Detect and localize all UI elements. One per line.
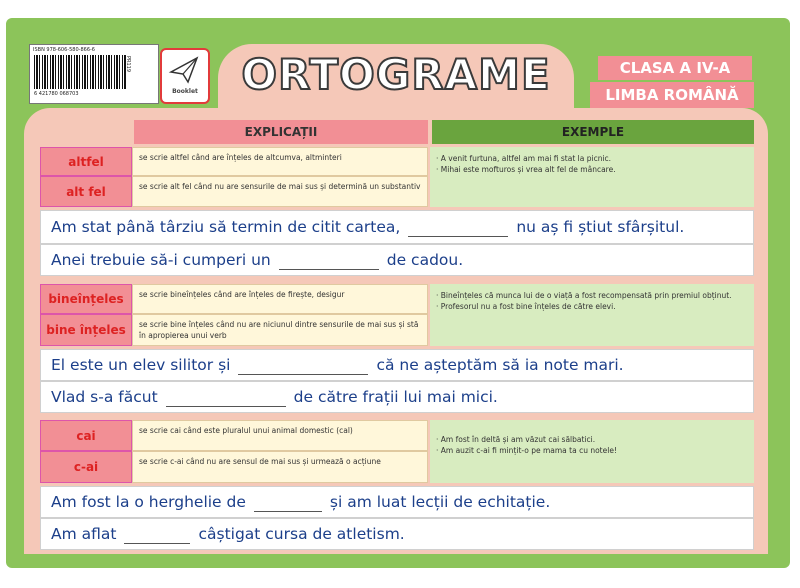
sentence-text: Am stat până târziu să termin de citit cartea, [51, 218, 401, 236]
sentence-text: Anei trebuie să-i cumperi un [51, 251, 271, 269]
product-code: PR119 [125, 56, 131, 73]
column-header-examples: EXEMPLE [432, 120, 754, 144]
sentence-text: Am aflat [51, 525, 117, 543]
paper-plane-icon [168, 54, 200, 86]
barcode-icon [34, 55, 126, 89]
examples-cell [430, 147, 754, 207]
word-label: bine înțeles [40, 314, 132, 346]
logo-text: Booklet [172, 88, 198, 95]
sentence-text: că ne așteptăm să ia note mari. [376, 356, 624, 374]
exercise-sentence [40, 381, 754, 413]
example-line: · Am fost în deltă și am văzut cai sălbatici. [436, 435, 596, 444]
word-label: alt fel [40, 176, 132, 207]
sentence-text: de cadou. [386, 251, 464, 269]
sentence-text: Am fost la o herghelie de [51, 493, 246, 511]
explanation-cell: se scrie alt fel când nu are sensurile de mai sus și determină un substantiv [132, 176, 428, 207]
example-line: · Am auzit c-ai fi mințit-o pe mama ta cu notele! [436, 446, 617, 455]
example-line: · Bineînțeles că munca lui de o viață a fost recompensată prin premiul obținut. [436, 291, 732, 300]
explanation-cell: se scrie altfel când are înțeles de altcumva, altminteri [132, 147, 428, 176]
explanation-cell: se scrie c-ai când nu are sensul de mai sus și urmează o acțiune [132, 451, 428, 483]
exercise-sentence [40, 518, 754, 550]
explanation-cell: se scrie cai când este pluralul unui animal domestic (cal) [132, 420, 428, 451]
sentence-text: și am luat lecții de echitație. [329, 493, 551, 511]
explanation-cell: se scrie bine înțeles când nu are niciunul dintre sensurile de mai sus și stă în apropierea unui verb [132, 314, 428, 346]
grade-label: CLASA A IV-A [598, 56, 752, 80]
answer-blank[interactable] [166, 388, 286, 407]
publisher-logo [160, 48, 210, 104]
exercise-sentence [40, 210, 754, 244]
examples-cell [430, 420, 754, 483]
word-label: c-ai [40, 451, 132, 483]
exercise-sentence [40, 349, 754, 381]
word-label: cai [40, 420, 132, 451]
sentence-text: nu aș fi știut sfârșitul. [516, 218, 685, 236]
answer-blank[interactable] [254, 493, 322, 512]
word-label: bineînțeles [40, 284, 132, 314]
answer-blank[interactable] [238, 356, 368, 375]
barcode-number: 6 421780 068703 [34, 91, 79, 97]
sentence-text: Vlad s-a făcut [51, 388, 158, 406]
example-line: · A venit furtuna, altfel am mai fi stat la picnic. [436, 154, 612, 163]
answer-blank[interactable] [124, 525, 190, 544]
word-label: altfel [40, 147, 132, 176]
explanation-cell: se scrie bineînțeles când are înțeles de firește, desigur [132, 284, 428, 314]
isbn-text: ISBN 978-606-580-866-6 [33, 47, 95, 53]
page-title: ORTOGRAME [241, 50, 551, 99]
example-line: · Mihai este mofturos și vrea alt fel de mâncare. [436, 165, 616, 174]
examples-cell [430, 284, 754, 346]
sentence-text: El este un elev silitor și [51, 356, 231, 374]
answer-blank[interactable] [408, 218, 508, 237]
example-line: · Profesorul nu a fost bine înțeles de către elevi. [436, 302, 616, 311]
exercise-sentence [40, 244, 754, 276]
column-header-explanations: EXPLICAȚII [134, 120, 428, 144]
sentence-text: de către frații lui mai mici. [293, 388, 498, 406]
sentence-text: câștigat cursa de atletism. [198, 525, 405, 543]
subject-label: LIMBA ROMÂNĂ [590, 82, 754, 108]
exercise-sentence [40, 486, 754, 518]
answer-blank[interactable] [279, 251, 379, 270]
